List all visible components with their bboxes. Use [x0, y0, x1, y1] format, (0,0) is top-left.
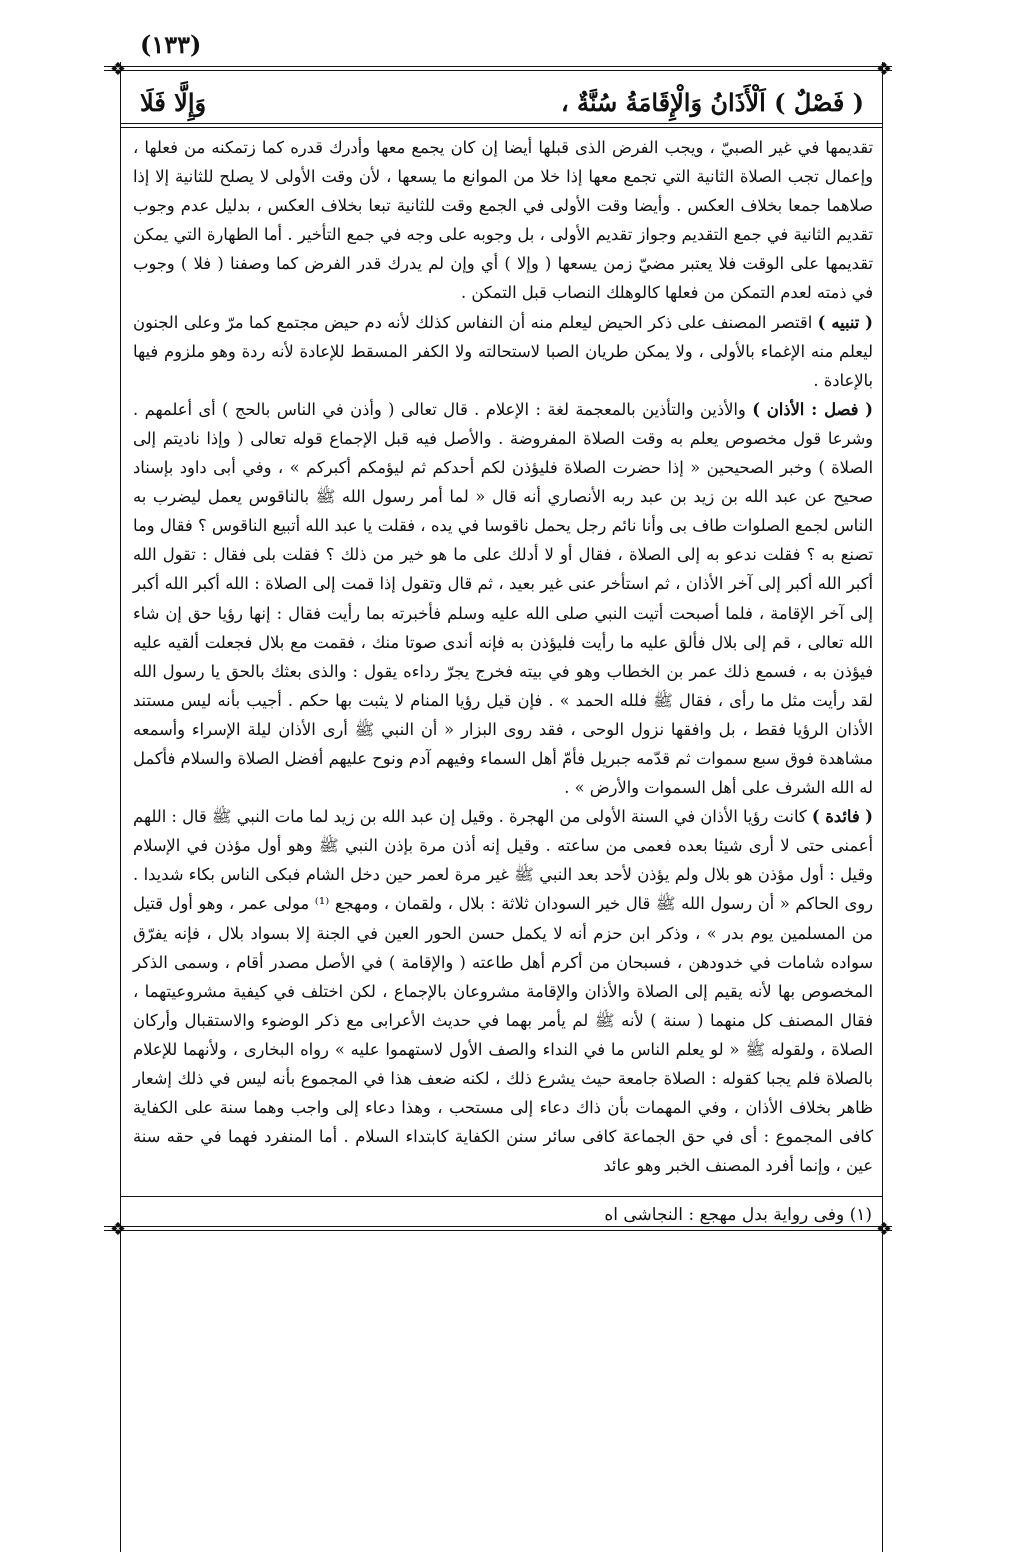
header-tail: وَإِلَّا فَلَا — [140, 88, 207, 117]
paragraph: ( تنبيه ) اقتصر المصنف على ذكر الحيض ليعلم منه أن النفاس كذلك لأنه دم حيض مجتمع كما مرّ وعلى الجنون ليعلم منه الإغماء بالأولى ، ولا يمكن طريان الصبا لاستحالته ولا الكفر المسقط للإعادة لأنه ردة وهو ملزوم فيها بالإعادة . — [133, 312, 873, 390]
footnote: (١) وفى رواية بدل مهجع : النجاشى اه — [604, 1205, 872, 1225]
header-divider — [120, 123, 882, 128]
frame-right-border — [882, 62, 883, 1552]
running-header — [130, 88, 872, 120]
paragraph: ( فصل : الأذان ) والأذين والتأذين بالمعجمة لغة : الإعلام . قال تعالى ( وأذن في الناس بالحج ) أى أعلمهم . وشرعا قول مخصوص يعلم به وقت الصلاة المفروضة . والأصل فيه قبل الإجماع قوله تعالى ( وإذا ناديتم إلى الصلاة ) وخبر الصحيحين « إذا حضرت الصلاة فليؤذن لكم أحدكم ثم ليؤمكم أكبركم » ، وفي أبى داود بإسناد صحيح عن عبد الله بن زيد بن عبد ربه الأنصاري أنه قال « لما أمر رسول الله ﷺ بالناقوس يعمل ليضرب به الناس لجمع الصلوات طاف بى وأنا نائم رجل يحمل ناقوسا في يده ، فقلت يا عبد الله أتبيع الناقوس ؟ فقال وما تصنع به ؟ فقلت ندعو به إلى الصلاة ، فقال أو لا أدلك على ما هو خير من ذلك ؟ فقلت بلى فقال : تقول الله أكبر الله أكبر إلى آخر الأذان ، ثم استأخر عنى غير بعيد ، ثم قال وتقول إذا قمت إلى الصلاة : الله أكبر الله أكبر إلى آخر الإقامة ، فلما أصبحت أتيت النبي صلى الله عليه وسلم فأخبرته بما رأيت فقال : إنها رؤيا حق إن شاء الله تعالى ، قم إلى بلال فألق عليه ما رأيت فليؤذن به فإنه أندى صوتا منك ، فقمت مع بلال فجعلت ألقيه عليه فيؤذن به ، فسمع ذلك عمر بن الخطاب وهو في بيته فخرج يجرّ رداءه يقول : والذى بعثك بالحق يا رسول الله لقد رأيت مثل ما رأى ، فقال ﷺ فلله الحمد » . فإن قيل رؤيا المنام لا يثبت بها حكم . أجيب بأنه ليس مستند الأذان الرؤيا فقط ، بل وافقها نزول الوحى ، فقد روى البزار « أن النبي ﷺ أرى الأذان ليلة الإسراء وأسمعه مشاهدة فوق سبع سموات ثم قدّمه جبريل فأمّ أهل السماء وفيهم آدم ونوح عليهم أفضل الصلاة والسلام فأكمل له الله الشرف على أهل السموات والأرض » . — [133, 399, 873, 798]
paragraph: ( فائدة ) كانت رؤيا الأذان في السنة الأولى من الهجرة . وقيل إن عبد الله بن زيد لما مات النبي ﷺ قال : اللهم أعمنى حتى لا أرى شيئا بعده فعمى من ساعته . وقيل إنه أذن مرة بإذن النبي ﷺ وهو أول مؤذن في الإسلام وقيل : أول مؤذن هو بلال ولم يؤذن لأحد بعد النبي ﷺ غير مرة لعمر حين دخل الشام فبكى الناس بكاء شديدا . روى الحاكم « أن رسول الله ﷺ قال خير السودان ثلاثة : بلال ، ولقمان ، ومهجع ⁽¹⁾ مولى عمر ، وهو أول قتيل من المسلمين يوم بدر » ، وذكر ابن حزم أنه لا يكمل حسن الحور العين في الجنة إلا بسواد بلال ، فإنه يفرّق سواده شامات في خدودهن ، فسبحان من أكرم أهل طاعته ( والإقامة ) في الأصل مصدر أقام ، وسمى الذكر المخصوص بها لأنه يقيم إلى الصلاة والأذان والإقامة مشروعان بالإجماع ، لكن اختلف في كيفية مشروعيتهما ، فقال المصنف كل منهما ( سنة ) لأنه ﷺ لم يأمر بهما في حديث الأعرابى مع ذكر الوضوء والاستقبال وأركان الصلاة ، ولقوله ﷺ « لو يعلم الناس ما في النداء والصف الأول لاستهموا عليه » رواه البخارى ، ولأنهما للإعلام بالصلاة فلم يجبا كقوله : الصلاة جامعة حيث يشرع ذلك ، لكنه ضعف هذا في المجموع بأنه ليس في ذلك إشعار ظاهر بخلاف الأذان ، وفي المهمات بأن ذاك دعاء إلى مستحب ، وهذا دعاء إلى واجب وهما سنة على الكفاية كافى المجموع : أى في حق الجماعة كافى سائر سنن الكفاية كابتداء السلام . أما المنفرد فهما في حقه سنة عين ، وإنما أفرد المصنف الخبر وهو عائد — [133, 807, 874, 1176]
corner-ornament-top-right: ❖ — [875, 59, 893, 80]
footnote-divider — [120, 1196, 882, 1197]
paragraph-lead: ( فصل : الأذان ) — [752, 399, 873, 419]
frame-top-border — [104, 66, 892, 71]
paragraph-lead: ( فائدة ) — [811, 807, 873, 827]
body-text — [133, 133, 873, 1180]
chapter-title: ( فَصْلٌ ) اَلْأَذَانُ وَالْإِقَامَةُ سُنَّةٌ ، — [560, 88, 864, 117]
corner-ornament-bottom-left: ❖ — [109, 1219, 127, 1240]
corner-ornament-bottom-right: ❖ — [875, 1219, 893, 1240]
paragraph: تقديمها في غير الصبيّ ، ويجب الفرض الذى قبلها أيضا إن كان يجمع معها وأدرك قدره كما زتمكنه من فعلها ، وإعمال تجب الصلاة الثانية التي تجمع معها إذا خلا من الموانع ما يسعها ، لأن وقت الأولى لا يصلح للثانية إلا إذا صلاهما جمعا بخلاف العكس . وأيضا وقت الأولى في الجمع وقت للثانية تبعا بخلاف العكس ، بدليل عدم وجوب تقديم الثانية في جمع التقديم وجواز تقديم الأولى ، بل وجوبه على وجه في جمع التأخير . أما الطهارة التي يمكن تقديمها على الوقت فلا يعتبر مضيّ زمن يسعها ( وإلا ) أي وإن لم يدرك قدر الفرض كما وصفنا ( فلا ) وجوب في ذمته لعدم التمكن من فعلها كالوهلك النصاب قبل التمكن . — [133, 138, 873, 303]
paragraph-lead: ( تنبيه ) — [817, 312, 873, 332]
page-number: (١٣٣) — [140, 30, 202, 59]
frame-bottom-border — [104, 1226, 892, 1231]
frame-left-border — [120, 62, 121, 1552]
corner-ornament-top-left: ❖ — [109, 59, 127, 80]
